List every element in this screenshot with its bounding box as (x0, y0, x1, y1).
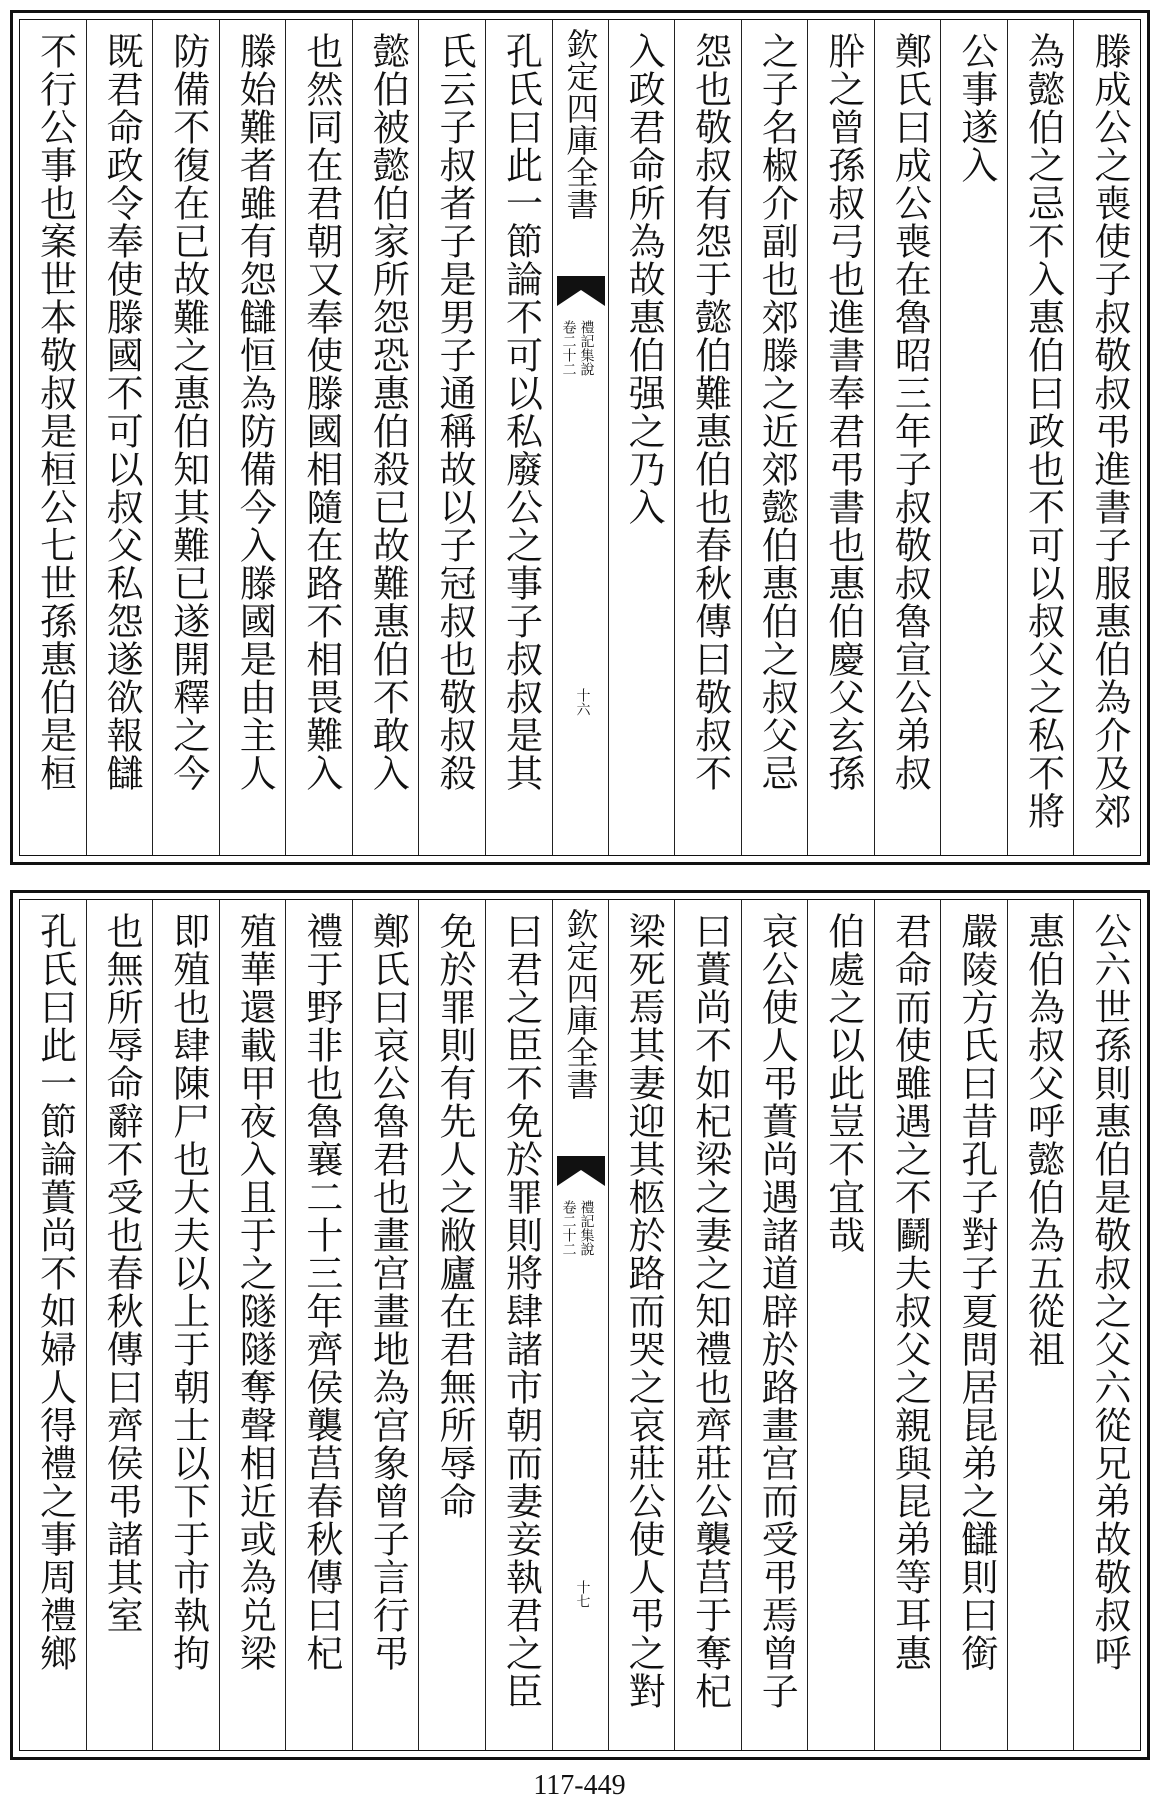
top-page (10, 10, 1150, 865)
center-fold-column (552, 20, 608, 855)
collection-title: 欽定四庫全書 (561, 908, 600, 1100)
text-column: 也然同在君朝又奉使滕國相隨在路不相畏難入 (285, 20, 352, 855)
center-fold-column (552, 900, 608, 1750)
collection-title: 欽定四庫全書 (561, 28, 600, 220)
top-page-frame (19, 19, 1141, 856)
text-column: 公事遂入 (940, 20, 1007, 855)
volume-label: 卷二十二 (560, 320, 577, 376)
bottom-page-columns (20, 900, 1140, 1750)
text-column: 孔氏曰此一節論不可以私廢公之事子叔叔是其 (485, 20, 552, 855)
text-column: 禮于野非也魯襄二十三年齊侯襲莒春秋傳曰杞 (285, 900, 352, 1750)
text-column: 不行公事也案世本敬叔是桓公七世孫惠伯是桓 (33, 32, 77, 792)
text-column: 滕成公之喪使子叔敬叔弔進書子服惠伯為介及郊 (1073, 20, 1140, 855)
text-column: 鄭氏曰哀公魯君也畫宫畫地為宫象曾子言行弔 (352, 900, 419, 1750)
text-column: 伯處之以此豈不宜哉 (807, 900, 874, 1750)
text-column: 肸之曾孫叔弓也進書奉君弔書也惠伯慶父玄孫 (807, 20, 874, 855)
text-column: 曰君之臣不免於罪則將肆諸市朝而妻妾執君之臣 (485, 900, 552, 1750)
top-page-columns (20, 20, 1140, 855)
text-column: 嚴陵方氏曰昔孔子對子夏問居昆弟之讎則曰銜 (940, 900, 1007, 1750)
text-column: 哀公使人弔蕢尚遇諸道辟於路畫宫而受弔焉曾子 (741, 900, 808, 1750)
text-column: 公六世孫則惠伯是敬叔之父六從兄弟故敬叔呼 (1073, 900, 1140, 1750)
text-column: 怨也敬叔有怨于懿伯難惠伯也春秋傳曰敬叔不 (674, 20, 741, 855)
folio-number: 十七 (574, 1580, 591, 1608)
bottom-page (10, 890, 1150, 1760)
text-column: 也無所辱命辭不受也春秋傳曰齊侯弔諸其室 (86, 900, 153, 1750)
folio-number: 十六 (574, 688, 591, 716)
text-column: 孔氏曰此一節論蕢尚不如婦人得禮之事周禮鄉 (33, 912, 77, 1672)
page-number: 117-449 (533, 1770, 626, 1801)
text-column: 即殖也肆陳尸也大夫以上于朝士以下于市執拘 (152, 900, 219, 1750)
text-column: 惠伯為叔父呼懿伯為五從祖 (1007, 900, 1074, 1750)
text-column: 既君命政令奉使滕國不可以叔父私怨遂欲報讎 (86, 20, 153, 855)
text-column: 君命而使雖遇之不鬬夫叔父之親與昆弟等耳惠 (874, 900, 941, 1750)
text-column: 殖華還載甲夜入且于之隧隧奪聲相近或為兑梁 (219, 900, 286, 1750)
text-column: 懿伯被懿伯家所怨恐惠伯殺已故難惠伯不敢入 (352, 20, 419, 855)
text-column: 為懿伯之忌不入惠伯曰政也不可以叔父之私不將 (1007, 20, 1074, 855)
text-column: 曰蕢尚不如杞梁之妻之知禮也齊莊公襲莒于奪杞 (674, 900, 741, 1750)
text-column: 氏云子叔者子是男子通稱故以子冠叔也敬叔殺 (418, 20, 485, 855)
text-column: 防備不復在已故難之惠伯知其難已遂開釋之今 (152, 20, 219, 855)
text-column: 入政君命所為故惠伯强之乃入 (608, 20, 675, 855)
bottom-page-frame (19, 899, 1141, 1751)
fish-tail-mark-icon (557, 1156, 605, 1186)
book-title: 禮記集說 (578, 320, 595, 376)
fish-tail-mark-icon (557, 276, 605, 306)
text-column: 免於罪則有先人之敝廬在君無所辱命 (418, 900, 485, 1750)
text-column: 梁死焉其妻迎其柩於路而哭之哀莊公使人弔之對 (608, 900, 675, 1750)
book-title: 禮記集說 (578, 1200, 595, 1256)
text-column: 滕始難者雖有怨讎恒為防備今入滕國是由主人 (219, 20, 286, 855)
text-column: 之子名椒介副也郊滕之近郊懿伯惠伯之叔父忌 (741, 20, 808, 855)
text-column: 鄭氏曰成公喪在魯昭三年子叔敬叔魯宣公弟叔 (874, 20, 941, 855)
volume-label: 卷二十二 (560, 1200, 577, 1256)
